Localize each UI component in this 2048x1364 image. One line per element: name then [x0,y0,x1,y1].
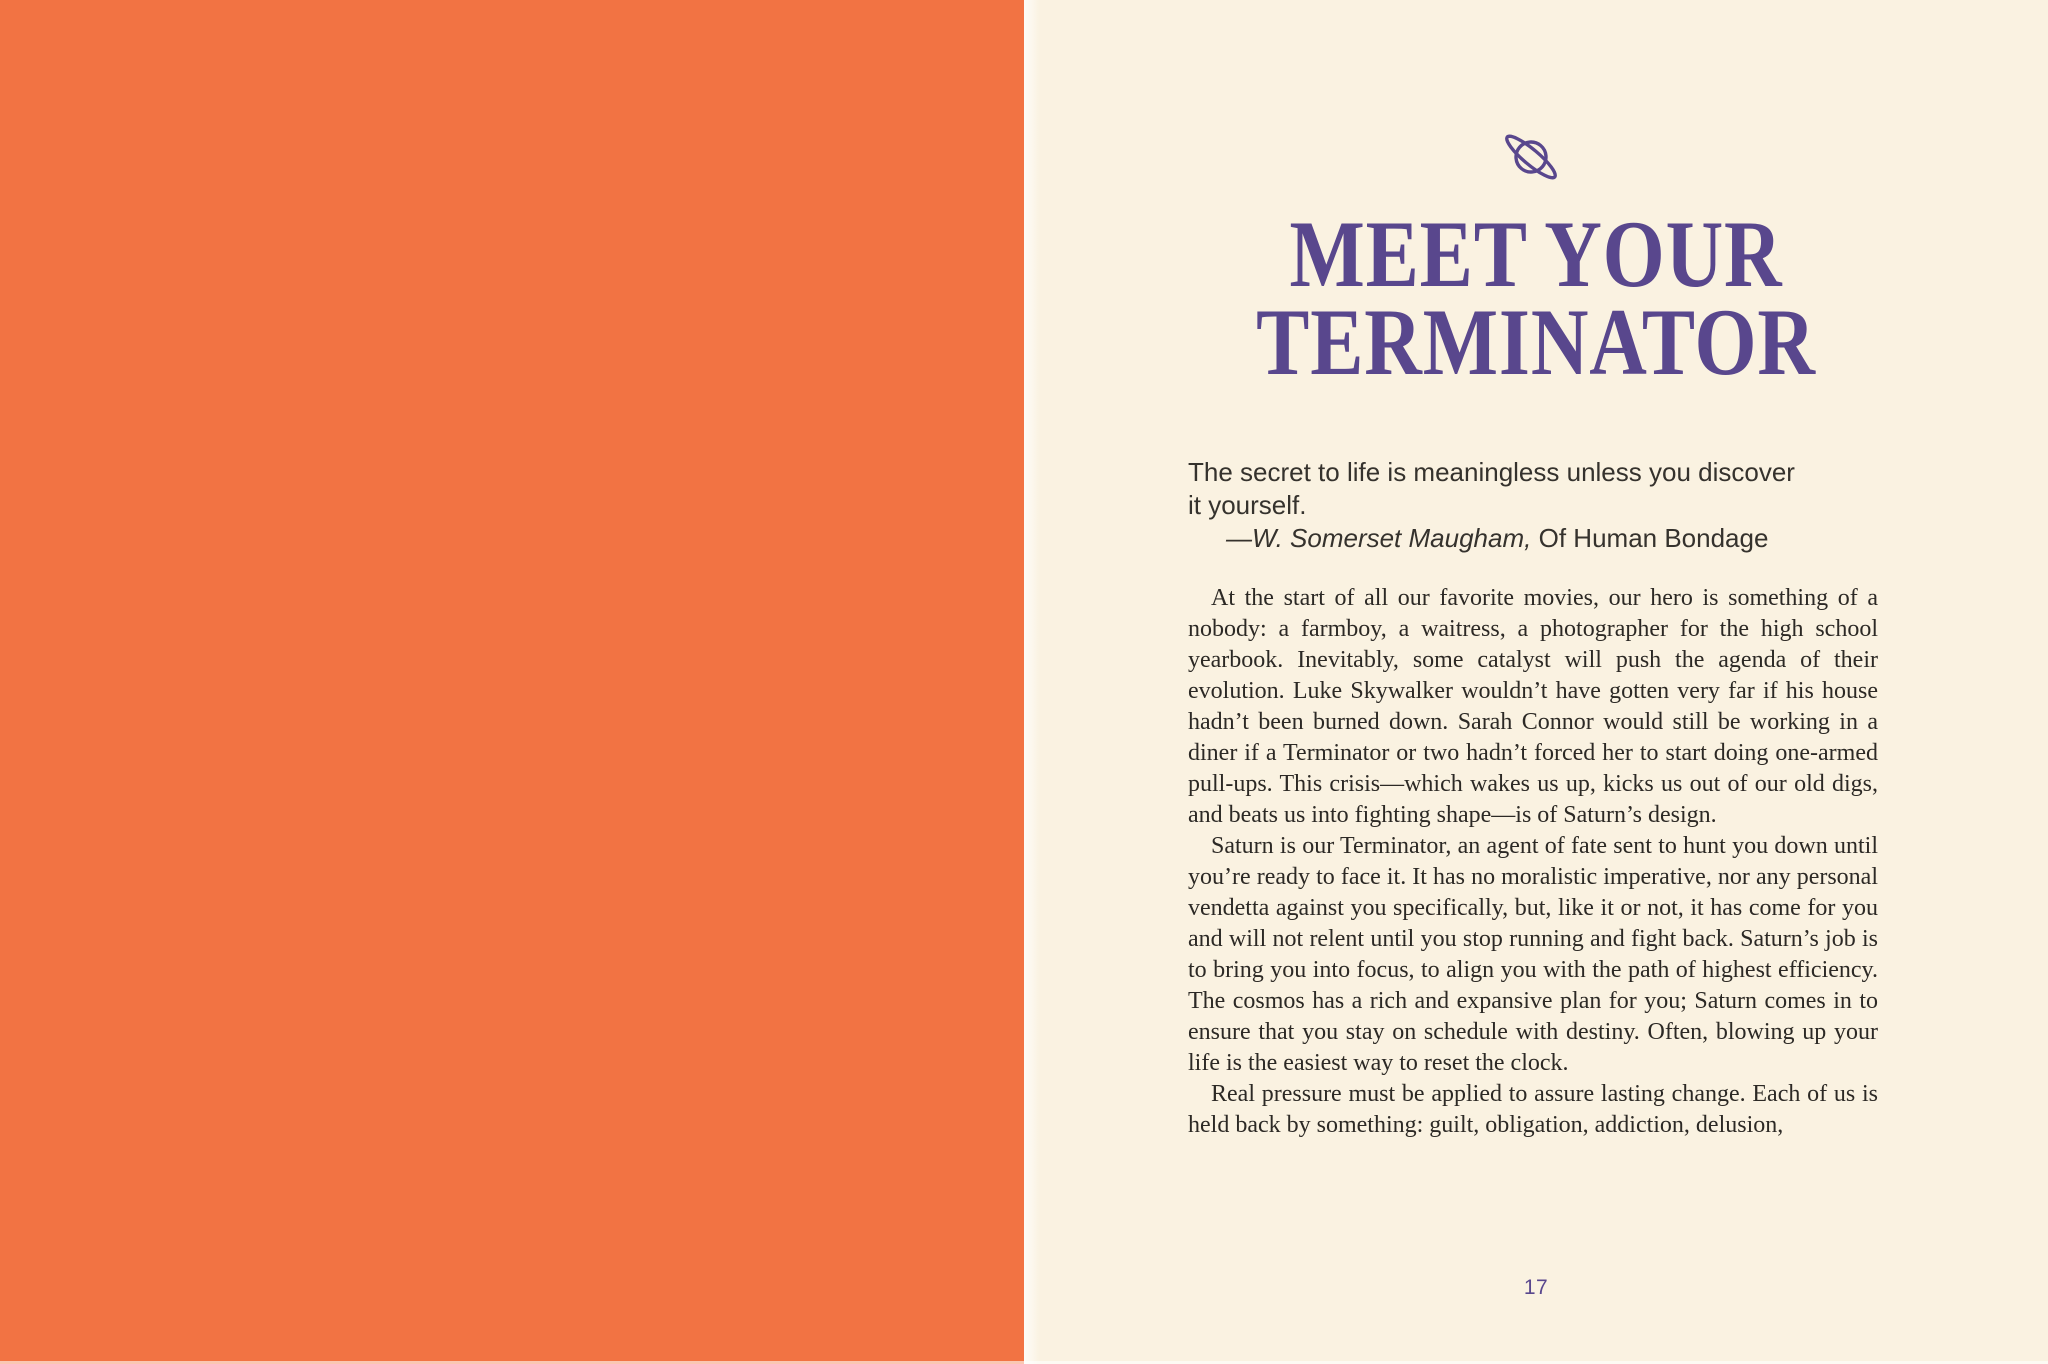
body-paragraph-2: Saturn is our Terminator, an agent of fate sent to hunt you down until you’re ready to face it. It has no moralistic imperative, nor any personal vendetta against you specifically, but, like it or not, it has come for you and will not relent until you stop running and fight back. Saturn’s job is to bring you into focus, to align you with the path of highest efficiency. The cosmos has a rich and expansive plan for you; Saturn comes in to ensure that you stay on schedule with destiny. Often, blowing up your life is the easiest way to reset the clock. [1188,833,1878,1076]
epigraph-author: —W. Somerset Maugham, [1226,523,1532,553]
chapter-title-line1: MEET YOUR [1289,201,1783,307]
epigraph-source: Of Human Bondage [1538,523,1769,553]
epigraph-attribution [1188,522,1912,555]
chapter-body [1188,583,1878,1141]
body-paragraph-1: At the start of all our favorite movies, our hero is something of a nobody: a farmboy, a waitress, a photographer for the high school yearbook. Inevitably, some catalyst will push the agenda of their evolution. Luke Skywalker wouldn’t have gotten very far if his house hadn’t been burned down. Sarah Connor would still be working in a diner if a Terminator or two hadn’t forced her to start doing one-armed pull-ups. This crisis—which wakes us up, kicks us out of our old digs, and beats us into fighting shape—is of Saturn’s design. [1188,585,1878,828]
right-page [1024,0,2048,1364]
body-paragraph-3: Real pressure must be applied to assure lasting change. Each of us is held back by something: guilt, obligation, addiction, delusion, [1188,1081,1878,1138]
chapter-title [1106,201,1966,395]
epigraph [1188,456,1912,555]
chapter-title-line2: TERMINATOR [1256,289,1816,395]
saturn-icon-svg [1498,124,1564,190]
page-number: 17 [1523,1276,1549,1299]
epigraph-quote-line1: The secret to life is meaningless unless you discover [1188,457,1795,487]
saturn-icon [1498,124,1564,190]
epigraph-quote-line2: it yourself. [1188,490,1307,520]
